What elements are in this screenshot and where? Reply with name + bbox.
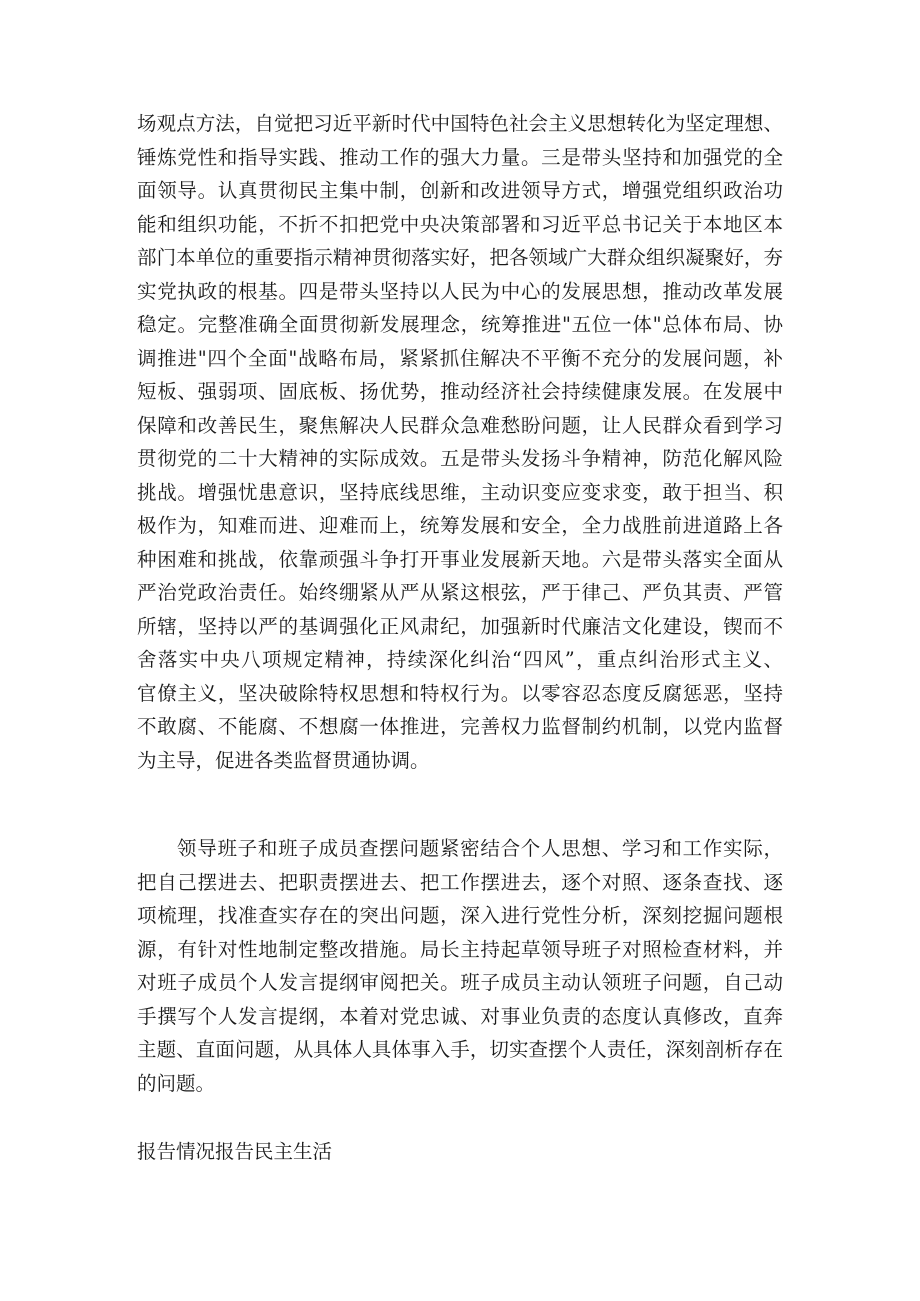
text-line: 把自己摆进去、把职责摆进去、把工作摆进去，逐个对照、逐条查找、逐 bbox=[137, 870, 783, 894]
text-line: 不敢腐、不能腐、不想腐一体推进，完善权力监督制约机制，以党内监督 bbox=[137, 715, 783, 738]
text-line: 手撰写个人发言提纲，本着对党忠诚、对事业负责的态度认真修改，直奔 bbox=[137, 1004, 783, 1028]
text-line: 能和组织功能，不折不扣把党中央决策部署和习近平总书记关于本地区本 bbox=[137, 212, 783, 236]
text-line: 源，有针对性地制定整改措施。局长主持起草领导班子对照检查材料，并 bbox=[137, 937, 783, 961]
text-line: 官僚主义，坚决破除特权思想和特权行为。以零容忍态度反腐惩恶，坚持 bbox=[137, 681, 783, 705]
text-line: 的问题。 bbox=[137, 1071, 216, 1095]
text-line: 挑战。增强忧患意识，坚持底线思维，主动识变应变求变，敢于担当、积 bbox=[137, 480, 783, 504]
text-line: 种困难和挑战，依靠顽强斗争打开事业发展新天地。六是带头落实全面从 bbox=[137, 547, 783, 571]
text-line: 实党执政的根基。四是带头坚持以人民为中心的发展思想，推动改革发展 bbox=[137, 279, 783, 303]
text-line: 项梳理，找准查实存在的突出问题，深入进行党性分析，深刻挖掘问题根 bbox=[137, 904, 783, 927]
text-line: 场观点方法，自觉把习近平新时代中国特色社会主义思想转化为坚定理想、 bbox=[137, 112, 783, 135]
text-line: 稳定。完整准确全面贯彻新发展理念，统筹推进"五位一体"总体布局、协 bbox=[137, 313, 783, 336]
document-body bbox=[137, 107, 783, 1100]
paragraph-spacer bbox=[137, 777, 783, 832]
text-line: 舍落实中央八项规定精神，持续深化纠治“四风”，重点纠治形式主义、 bbox=[137, 648, 783, 671]
text-line: 为主导，促进各类监督贯通协调。 bbox=[137, 748, 430, 772]
text-line: 部门本单位的重要指示精神贯彻落实好，把各领域广大群众组织凝聚好，夯 bbox=[137, 246, 783, 269]
text-line: 主题、直面问题，从具体人具体事入手，切实查摆个人责任，深刻剖析存在 bbox=[137, 1038, 783, 1061]
text-line: 面领导。认真贯彻民主集中制，创新和改进领导方式，增强党组织政治功 bbox=[137, 179, 783, 202]
paragraph-review bbox=[137, 832, 783, 1100]
paragraph-duties bbox=[137, 107, 783, 777]
text-line: 贯彻党的二十大精神的实际成效。五是带头发扬斗争精神，防范化解风险 bbox=[137, 447, 783, 470]
text-line: 锤炼党性和指导实践、推动工作的强大力量。三是带头坚持和加强党的全 bbox=[137, 145, 783, 169]
text-line: 调推进"四个全面"战略布局，紧紧抓住解决不平衡不充分的发展问题，补 bbox=[137, 346, 783, 370]
section-heading: 报告情况报告民主生活 bbox=[137, 1140, 333, 1163]
text-line: 保障和改善民生，聚焦解决人民群众急难愁盼问题，让人民群众看到学习 bbox=[137, 413, 783, 437]
text-line: 严治党政治责任。始终绷紧从严从紧这根弦，严于律己、严负其责、严管 bbox=[137, 581, 783, 604]
text-line: 领导班子和班子成员查摆问题紧密结合个人思想、学习和工作实际， bbox=[177, 837, 783, 860]
text-line: 极作为，知难而进、迎难而上，统筹发展和安全，全力战胜前进道路上各 bbox=[137, 514, 783, 537]
text-line: 对班子成员个人发言提纲审阅把关。班子成员主动认领班子问题，自己动 bbox=[137, 971, 783, 994]
text-line: 所辖，坚持以严的基调强化正风肃纪，加强新时代廉洁文化建设，锲而不 bbox=[137, 614, 783, 638]
text-line: 短板、强弱项、固底板、扬优势，推动经济社会持续健康发展。在发展中 bbox=[137, 380, 783, 403]
